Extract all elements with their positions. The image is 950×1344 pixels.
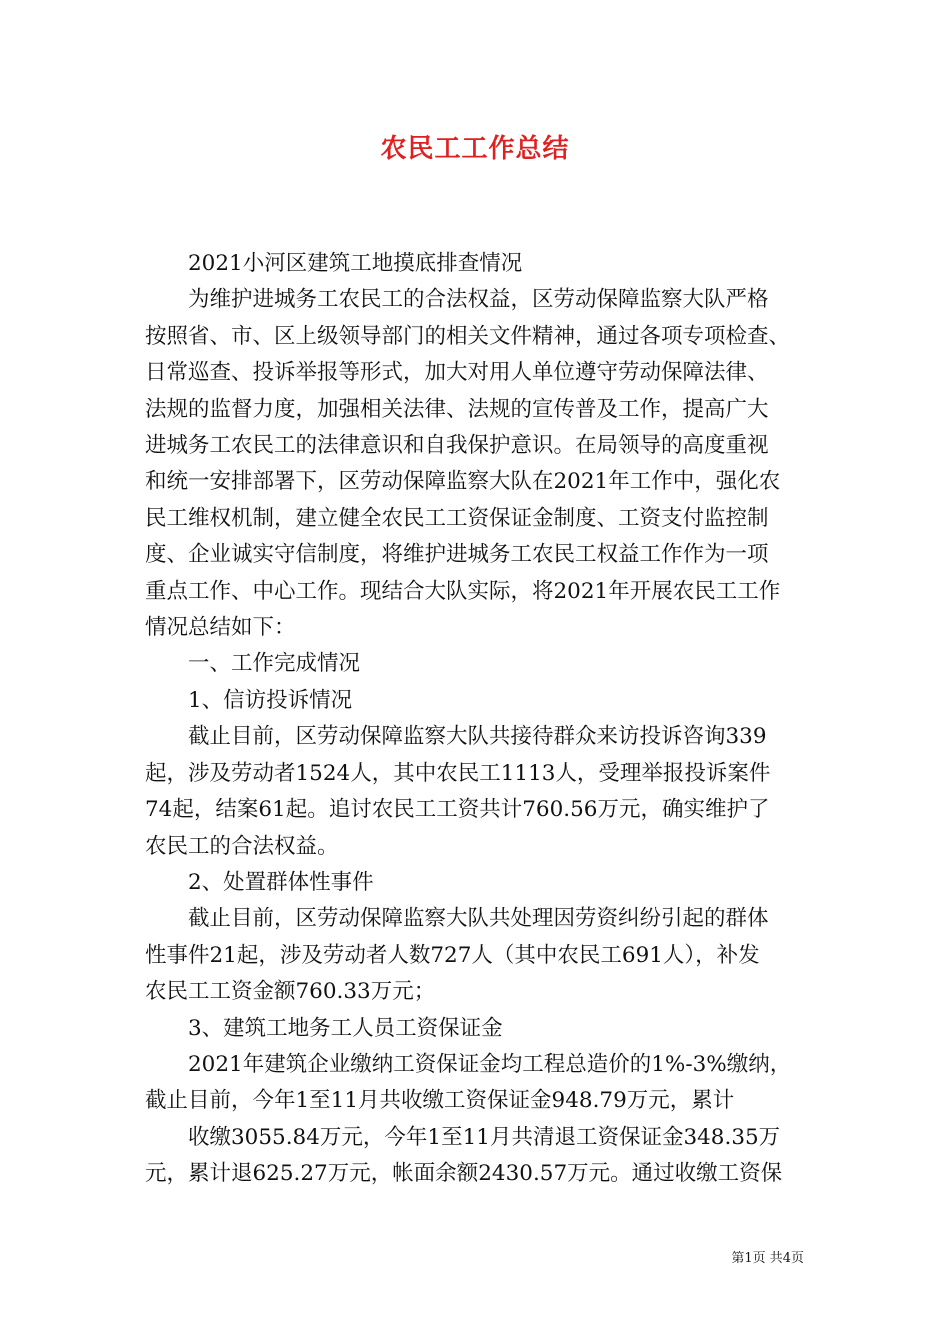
body-line: 农民工工资金额760.33万元； <box>145 979 436 1005</box>
document-body <box>145 246 825 1193</box>
body-line: 性事件21起，涉及劳动者人数727人（其中农民工691人），补发 <box>145 942 760 968</box>
body-line: 74起，结案61起。追讨农民工工资共计760.56万元，确实维护了 <box>145 797 770 823</box>
body-line: 重点工作、中心工作。现结合大队实际，将2021年开展农民工工作 <box>145 578 781 604</box>
page-title: 农民工工作总结 <box>380 134 570 164</box>
body-line: 农民工的合法权益。 <box>145 833 339 859</box>
body-line: 2021年建筑企业缴纳工资保证金均工程总造价的1%-3%缴纳， <box>145 1051 792 1077</box>
body-line: 为维护进城务工农民工的合法权益，区劳动保障监察大队严格 <box>145 287 769 313</box>
body-line: 截止目前，今年1至11月共收缴工资保证金948.79万元，累计 <box>145 1088 735 1114</box>
subsection-heading: 3、建筑工地务工人员工资保证金 <box>145 1015 503 1041</box>
body-line: 2021小河区建筑工地摸底排查情况 <box>145 251 523 276</box>
body-line: 截止目前，区劳动保障监察大队共处理因劳资纠纷引起的群体 <box>145 906 769 932</box>
body-line: 度、企业诚实守信制度，将维护进城务工农民工权益工作作为一项 <box>145 542 769 568</box>
body-line: 截止目前，区劳动保障监察大队共接待群众来访投诉咨询339 <box>145 724 767 750</box>
body-line: 元，累计退625.27万元，帐面余额2430.57万元。通过收缴工资保 <box>145 1161 783 1187</box>
body-line: 进城务工农民工的法律意识和自我保护意识。在局领导的高度重视 <box>145 433 769 459</box>
section-heading: 一、工作完成情况 <box>145 651 361 677</box>
body-line: 情况总结如下： <box>145 615 296 641</box>
body-line: 法规的监督力度，加强相关法律、法规的宣传普及工作，提高广大 <box>145 396 769 422</box>
subsection-heading: 2、处置群体性事件 <box>145 869 374 895</box>
body-line: 日常巡查、投诉举报等形式，加大对用人单位遵守劳动保障法律、 <box>145 360 769 386</box>
body-line: 起，涉及劳动者1524人，其中农民工1113人，受理举报投诉案件 <box>145 760 771 786</box>
body-line: 按照省、市、区上级领导部门的相关文件精神，通过各项专项检查、 <box>145 323 791 349</box>
body-line: 和统一安排部署下，区劳动保障监察大队在2021年工作中，强化农 <box>145 469 781 495</box>
body-line: 民工维权机制，建立健全农民工工资保证金制度、工资支付监控制 <box>145 505 769 531</box>
page-number: 第1页 共4页 <box>731 1251 804 1266</box>
body-line: 收缴3055.84万元，今年1至11月共清退工资保证金348.35万 <box>145 1124 781 1150</box>
subsection-heading: 1、信访投诉情况 <box>145 687 353 713</box>
